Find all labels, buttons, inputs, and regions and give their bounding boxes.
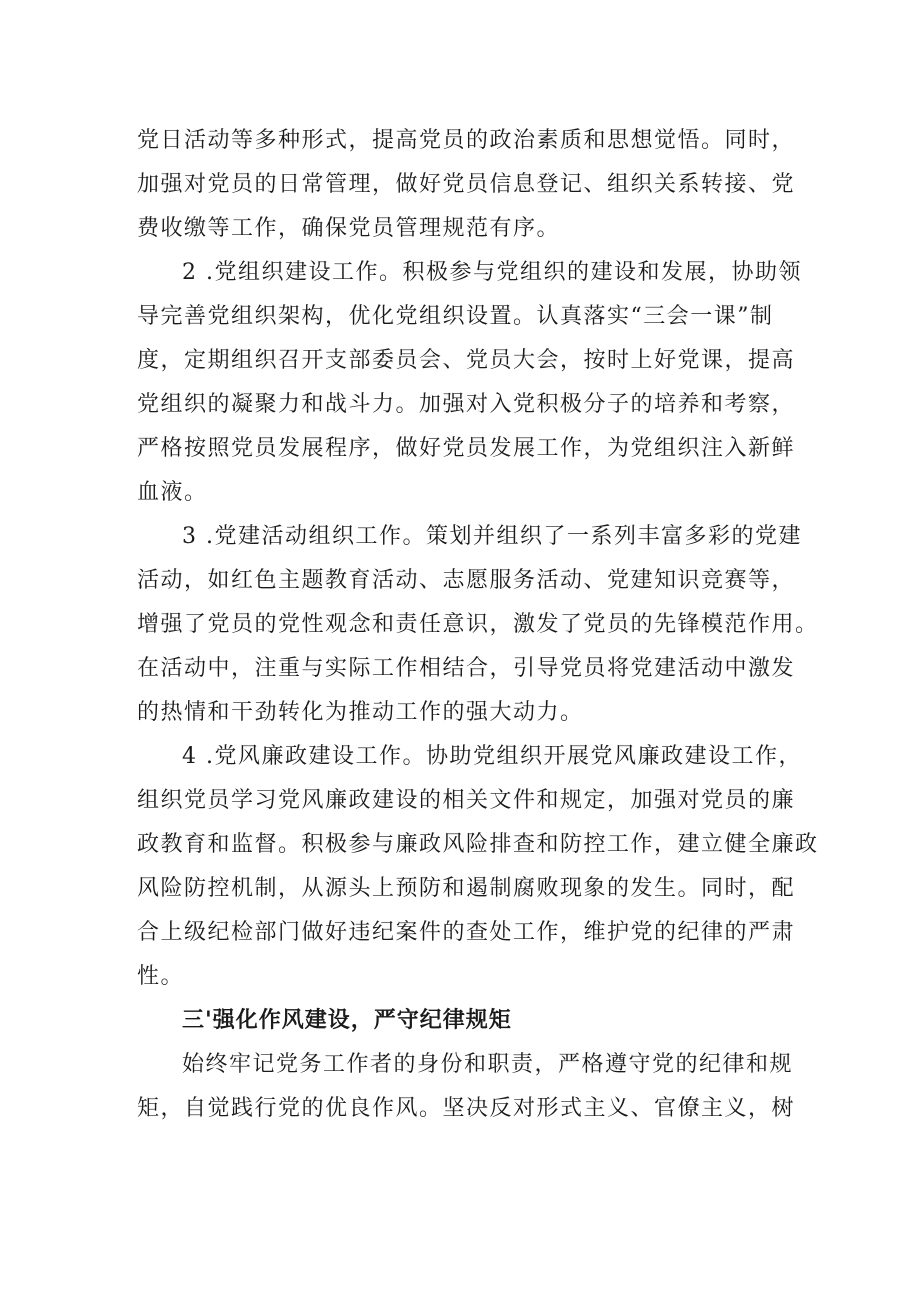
paragraph-line: 组织党员学习党风廉政建设的相关文件和规定，加强对党员的廉: [137, 788, 796, 813]
paragraph-line: 在活动中，注重与实际工作相结合，引导党员将党建活动中激发: [137, 656, 796, 681]
paragraph-line: 始终牢记党务工作者的身份和职责，严格遵守党的纪律和规: [182, 1052, 794, 1077]
paragraph-line: 血液。: [137, 480, 208, 505]
paragraph-line: 4 .党风廉政建设工作。协助党组织开展党风廉政建设工作，: [182, 744, 802, 769]
paragraph-line: 政教育和监督。积极参与廉政风险排查和防控工作，建立健全廉政: [137, 832, 819, 857]
paragraph-line: 的热情和干劲转化为推动工作的强大动力。: [137, 700, 584, 725]
paragraph-line: 党组织的凝聚力和战斗力。加强对入党积极分子的培养和考察，: [137, 392, 796, 417]
paragraph-line: 费收缴等工作，确保党员管理规范有序。: [137, 216, 561, 241]
paragraph-line: 矩，自觉践行党的优良作风。坚决反对形式主义、官僚主义，树: [137, 1096, 796, 1121]
paragraph-line: 活动，如红色主题教育活动、志愿服务活动、党建知识竞赛等，: [137, 568, 796, 593]
paragraph-line: 风险防控机制，从源头上预防和遏制腐败现象的发生。同时，配: [137, 876, 796, 901]
paragraph-line: 导完善党组织架构，优化党组织设置。认真落实“三会一课”制: [137, 304, 774, 329]
paragraph-line: 加强对党员的日常管理，做好党员信息登记、组织关系转接、党: [137, 172, 796, 197]
paragraph-line: 度，定期组织召开支部委员会、党员大会，按时上好党课，提高: [137, 348, 796, 373]
paragraph-line: 党日活动等多种形式，提高党员的政治素质和思想觉悟。同时，: [137, 128, 796, 153]
paragraph-line: 2 .党组织建设工作。积极参与党组织的建设和发展，协助领: [182, 260, 802, 285]
paragraph-line: 严格按照党员发展程序，做好党员发展工作，为党组织注入新鲜: [137, 436, 796, 461]
paragraph-line: 性。: [137, 964, 185, 989]
paragraph-line: 3 .党建活动组织工作。策划并组织了一系列丰富多彩的党建: [182, 524, 802, 549]
paragraph-line: 增强了党员的党性观念和责任意识，激发了党员的先锋模范作用。: [137, 612, 819, 637]
paragraph-line: 合上级纪检部门做好违纪案件的查处工作，维护党的纪律的严肃: [137, 920, 796, 945]
section-heading: 三'强化作风建设，严守纪律规矩: [182, 1008, 512, 1033]
